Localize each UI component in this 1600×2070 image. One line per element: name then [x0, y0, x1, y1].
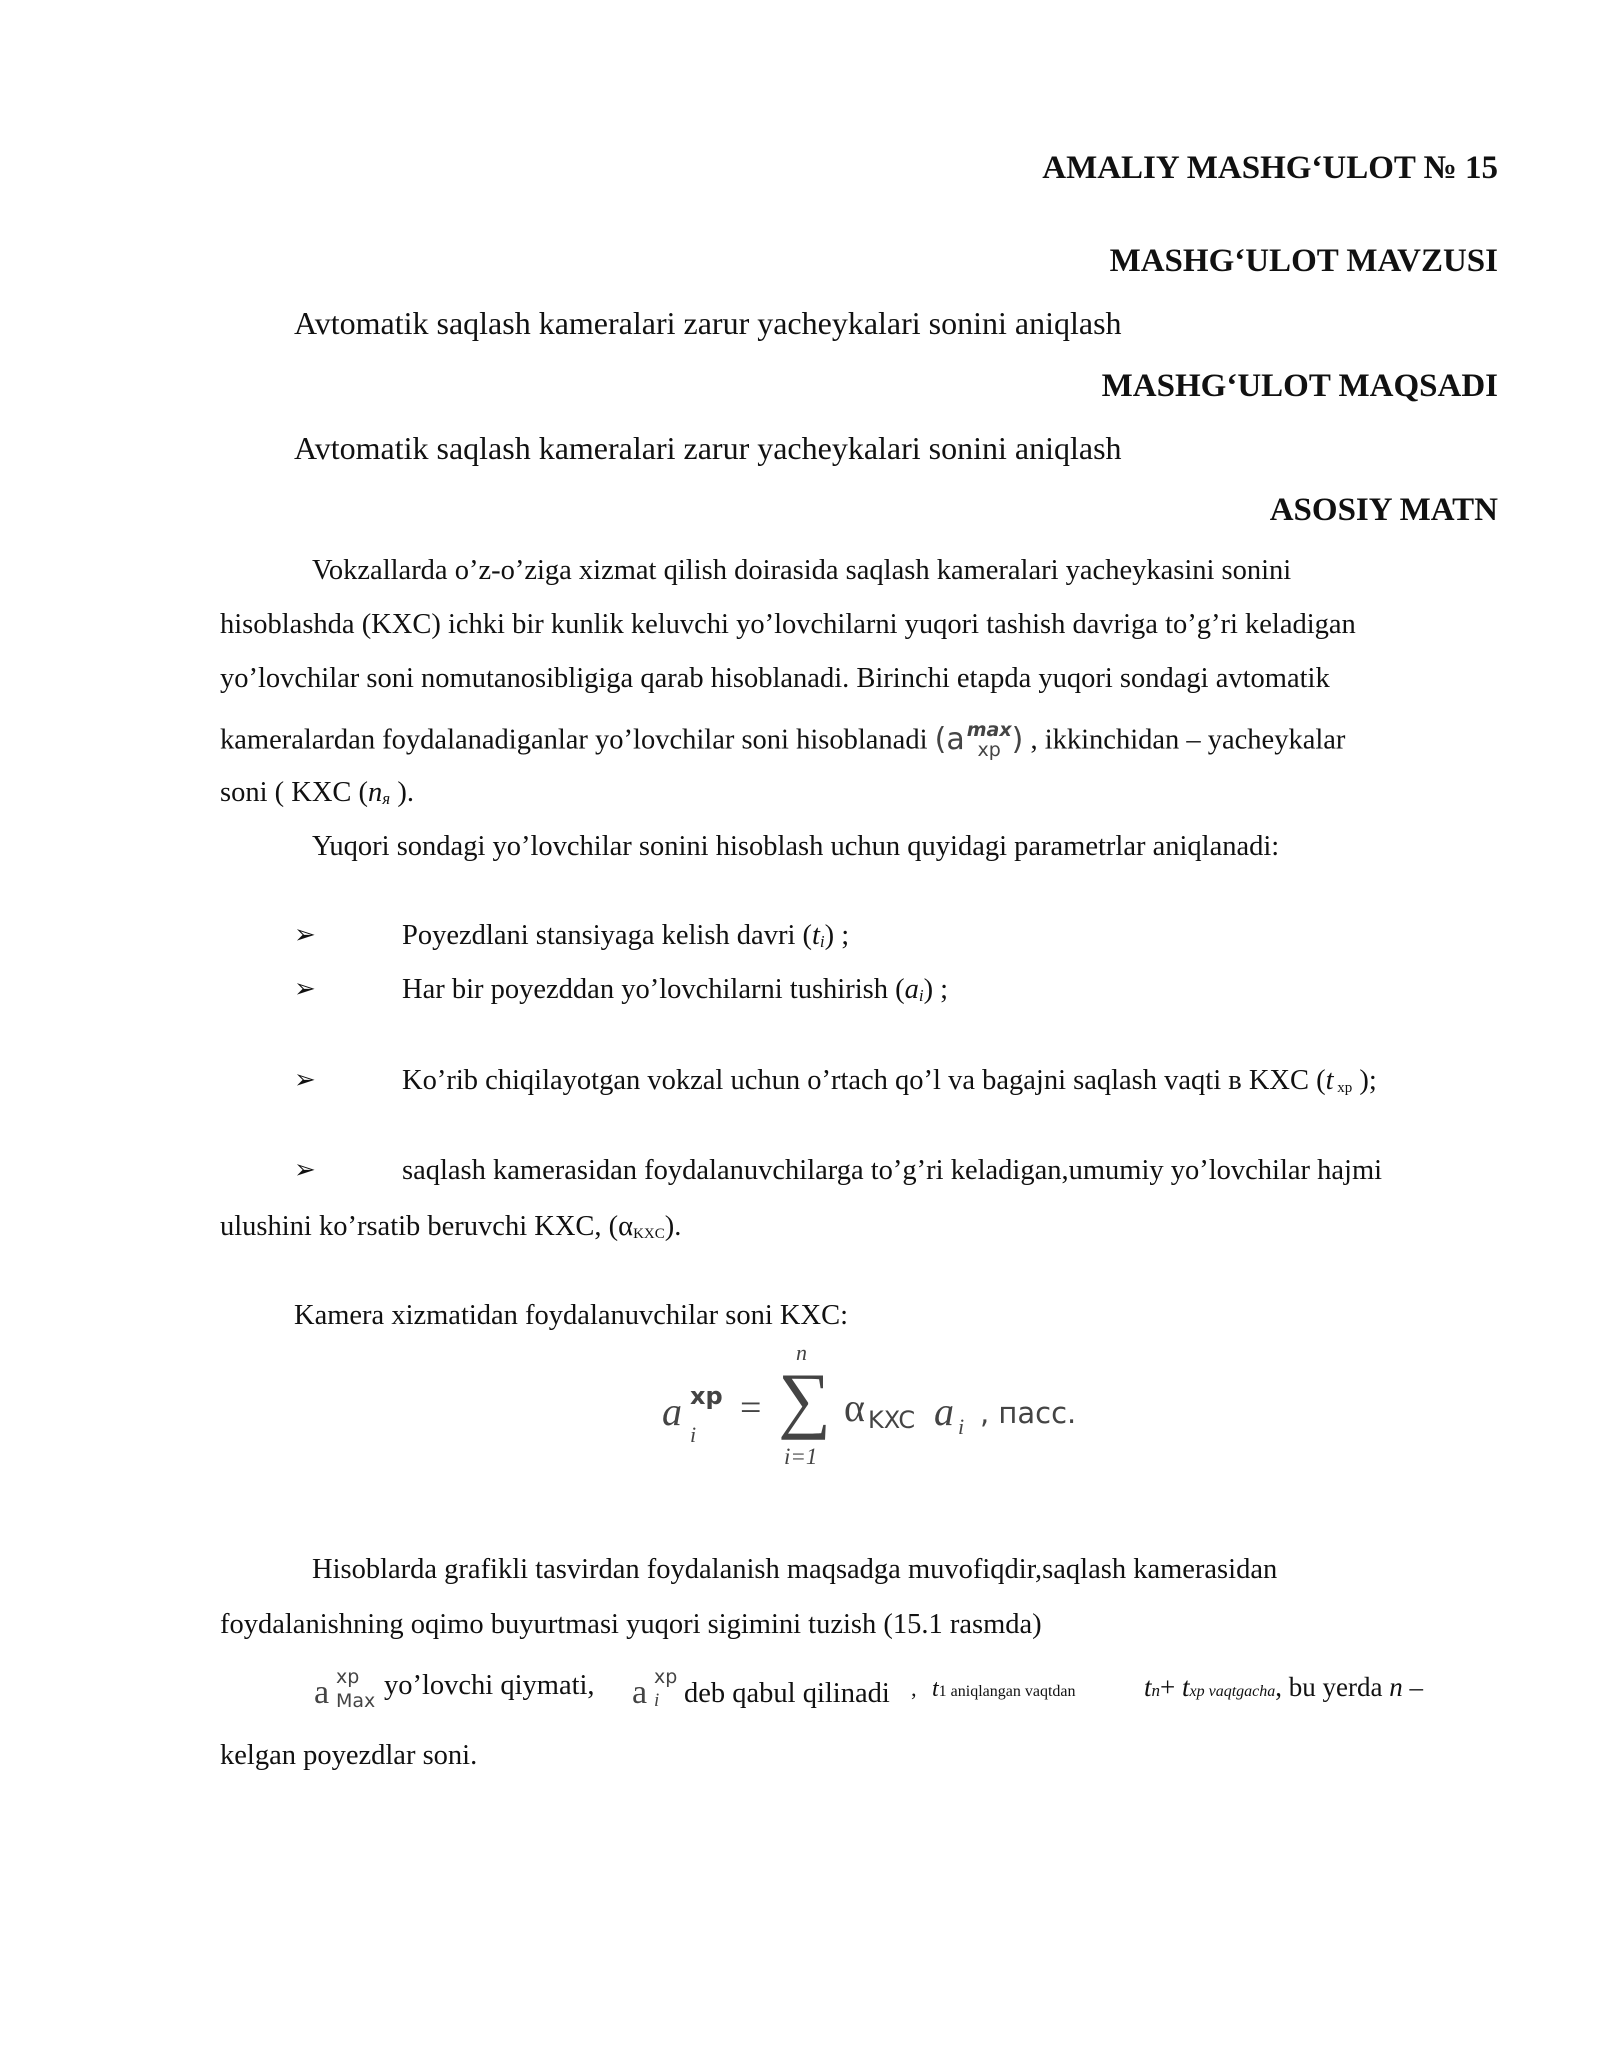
- formula-alpha-sub: KXC: [868, 1406, 916, 1434]
- para5-f2-sup: xp: [654, 1666, 678, 1688]
- bullet-1-end: ) ;: [824, 920, 850, 951]
- para5-text2: deb qabul qilinadi: [684, 1678, 890, 1709]
- bullet-3-text: Ko’rib chiqilayotgan vokzal uchun o’rtach qo’l va bagajni saqlash vaqti в KXC (: [402, 1065, 1326, 1096]
- bullet-2-text: Har bir poyezddan yo’lovchilarni tushirish (: [402, 974, 905, 1005]
- para5-line1: [312, 1668, 1512, 1728]
- var-n-sub: я: [382, 789, 391, 808]
- para1-line5-start: soni ( KXC (: [220, 777, 369, 808]
- formula-a: a: [934, 1389, 954, 1434]
- inline-formula-sub: xp: [977, 739, 1001, 761]
- para1-line4-end: , ikkinchidan – yacheykalar: [1030, 724, 1346, 756]
- arrow-bullet-icon: ➢: [294, 1155, 316, 1184]
- para5-f1-sup: xp: [336, 1666, 360, 1688]
- formula-alpha: α: [844, 1385, 865, 1430]
- para5-txp-sub: xp vaqtgacha: [1189, 1683, 1276, 1700]
- para2: Yuqori sondagi yo’lovchilar sonini hisoblash uchun quyidagi parametrlar aniqlanadi:: [312, 831, 1280, 862]
- para3: Kamera xizmatidan foydalanuvchilar soni KXC:: [294, 1300, 848, 1331]
- para5-t1-sub: 1 aniqlangan vaqtdan: [938, 1683, 1076, 1700]
- main-formula: [660, 1340, 1130, 1480]
- inline-formula-sup: max: [966, 719, 1012, 741]
- bullet-1-text: Poyezdlani stansiyaga kelish davri (: [402, 920, 812, 951]
- para5-f2-base: a: [632, 1674, 648, 1711]
- topic-text: Avtomatik saqlash kameralari zarur yacheykalari sonini aniqlash: [294, 305, 1122, 341]
- formula-equals: =: [740, 1387, 762, 1429]
- formula-lhs-sup: xp: [690, 1382, 723, 1410]
- para1-line3: yo’lovchilar soni nomutanosibligiga qarab hisoblanadi. Birinchi etapda yuqori sondagi avtomatik: [220, 663, 1330, 694]
- para5-line2: kelgan poyezdlar soni.: [220, 1740, 478, 1771]
- bullet-1-var: t: [811, 920, 820, 951]
- para1-line2: hisoblashda (KXC) ichki bir kunlik keluvchi yo’lovchilarni yuqori tashish davriga to’g’ri keladigan: [220, 609, 1356, 640]
- bullet-2-var: a: [904, 974, 919, 1005]
- para5-tn: t: [1144, 1672, 1152, 1702]
- bullet-3-end: );: [1352, 1065, 1377, 1096]
- para5-text3: , bu yerda: [1275, 1672, 1390, 1702]
- formula-a-sub: i: [958, 1414, 965, 1439]
- bullet-3-sub: xp: [1333, 1080, 1353, 1096]
- bullet-1-sub: i: [819, 932, 825, 951]
- para5-t1: t: [932, 1676, 939, 1702]
- para4-line1: Hisoblarda grafikli tasvirdan foydalanish maqsadga muvofiqdir,saqlash kamerasidan: [312, 1554, 1278, 1585]
- arrow-bullet-icon: ➢: [294, 920, 316, 949]
- bullet-2-end: ) ;: [923, 974, 949, 1005]
- formula-sum-top: n: [796, 1340, 807, 1365]
- bullet-item-4: saqlash kamerasidan foydalanuvchilarga to’g’ri keladigan,umumiy yo’lovchilar hajmi: [402, 1155, 1383, 1186]
- page-title: AMALIY MASHG‘ULOT № 15: [1042, 150, 1498, 186]
- para5-comma: ‚: [910, 1676, 918, 1701]
- bullet-item-4-continued: [220, 1211, 681, 1243]
- para5-txp: t: [1182, 1672, 1190, 1702]
- var-n: n: [368, 777, 383, 808]
- para5-f2-sub: i: [654, 1690, 660, 1711]
- main-heading: ASOSIY MATN: [1269, 492, 1498, 528]
- bullet-item-3: [402, 1065, 1377, 1097]
- inline-formula-base: a: [946, 721, 965, 757]
- para5-tn-sub: n: [1151, 1681, 1161, 1700]
- formula-tail: , пасс.: [980, 1396, 1077, 1430]
- para5-f1-base: a: [314, 1674, 330, 1711]
- para1-line4: [220, 720, 1345, 760]
- para5-text1: yo’lovchi qiymati,: [384, 1670, 595, 1701]
- bullet-2-sub: i: [918, 986, 924, 1005]
- para5-f1-sub: Max: [336, 1690, 376, 1712]
- formula-sum-bottom: i=1: [784, 1444, 818, 1469]
- inline-formula-a-max-xp: (a max xp ): [934, 719, 1024, 761]
- formula-lhs-base: a: [662, 1389, 682, 1434]
- para4-line2: foydalanishning oqimo buyurtmasi yuqori sigimini tuzish (15.1 rasmda): [220, 1609, 1042, 1640]
- para5-dash: –: [1402, 1672, 1423, 1702]
- para1-line4-start: kameralardan foydalanadiganlar yo’lovchilar soni hisoblanadi: [220, 724, 928, 756]
- topic-heading: MASHG‘ULOT MAVZUSI: [1109, 243, 1498, 279]
- bullet-4-cont-end: ).: [664, 1211, 682, 1242]
- arrow-bullet-icon: ➢: [294, 1065, 316, 1094]
- para5-plus: +: [1160, 1672, 1182, 1702]
- para1-line5: [220, 777, 414, 809]
- bullet-item-1: [402, 920, 849, 952]
- bullet-4-cont-start: ulushini ko’rsatib beruvchi KXC, (α: [220, 1211, 634, 1242]
- para5-n: n: [1389, 1672, 1403, 1702]
- arrow-bullet-icon: ➢: [294, 974, 316, 1003]
- formula-lhs-sub: i: [690, 1422, 697, 1447]
- para1-line1: Vokzallarda o’z-o’ziga xizmat qilish doirasida saqlash kameralari yacheykasini sonini: [312, 555, 1292, 586]
- goal-heading: MASHG‘ULOT MAQSADI: [1101, 368, 1498, 404]
- bullet-3-var: t: [1325, 1065, 1334, 1096]
- goal-text: Avtomatik saqlash kameralari zarur yacheykalari sonini aniqlash: [294, 430, 1122, 466]
- sigma-symbol: ∑: [778, 1359, 831, 1441]
- bullet-4-cont-sub: KXC: [633, 1226, 665, 1242]
- bullet-item-2: [402, 974, 948, 1006]
- para1-line5-end: ).: [390, 777, 414, 808]
